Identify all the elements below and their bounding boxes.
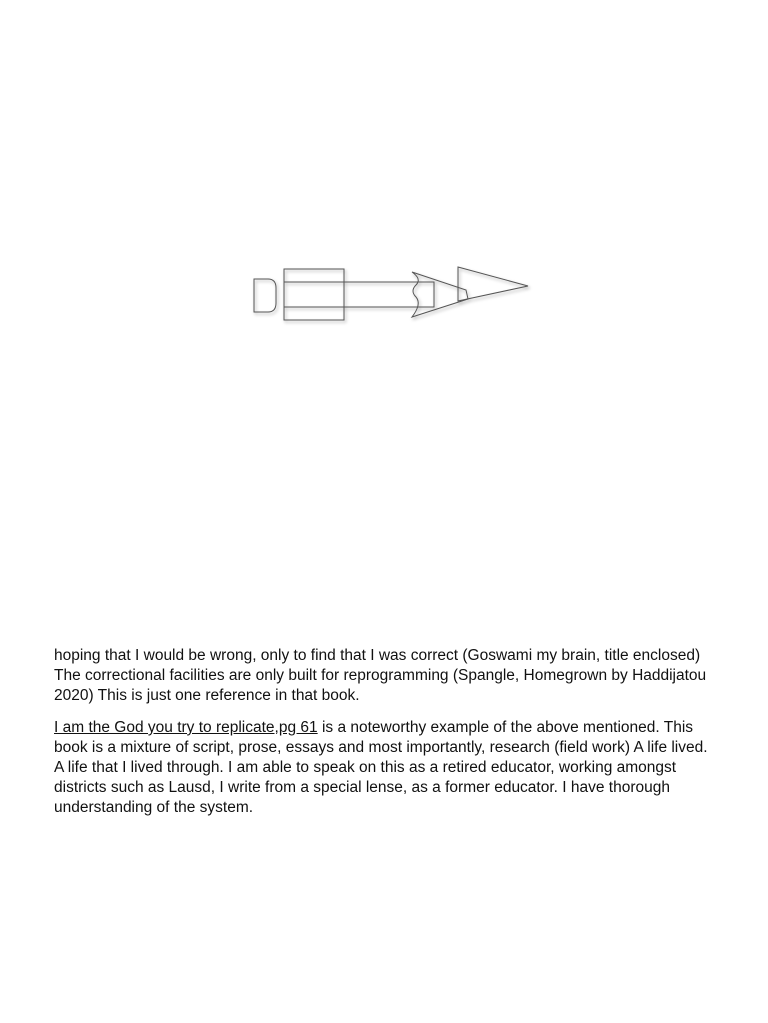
document-body (54, 646, 714, 830)
grip-box (284, 269, 344, 320)
paragraph-2 (54, 718, 714, 818)
nib-cone (412, 272, 468, 317)
cap-shape (254, 279, 276, 312)
paragraph-1: hoping that I would be wrong, only to find that I was correct (Goswami my brain, title enclosed) The correctional facilities are only built for reprogramming (Spangle, Homegrown by Haddijatou 2020) This is just one reference in that book. (54, 647, 707, 704)
barrel (284, 282, 434, 307)
book-reference-link[interactable]: I am the God you try to replicate,pg 61 (54, 719, 318, 736)
sketch-drawing (240, 255, 540, 335)
pen-arrow-sketch-icon (240, 255, 540, 335)
paragraph-2-body: is a noteworthy example of the above mentioned. This book is a mixture of script, prose, essays and most importantly, research (field work) A life lived. A life that I lived through. I am able to speak on this as a retired educator, working amongst districts such as Lausd, I write from a special lense, as a former educator. I have thorough understanding of the system. (54, 719, 708, 816)
arrow-tip (458, 267, 528, 301)
